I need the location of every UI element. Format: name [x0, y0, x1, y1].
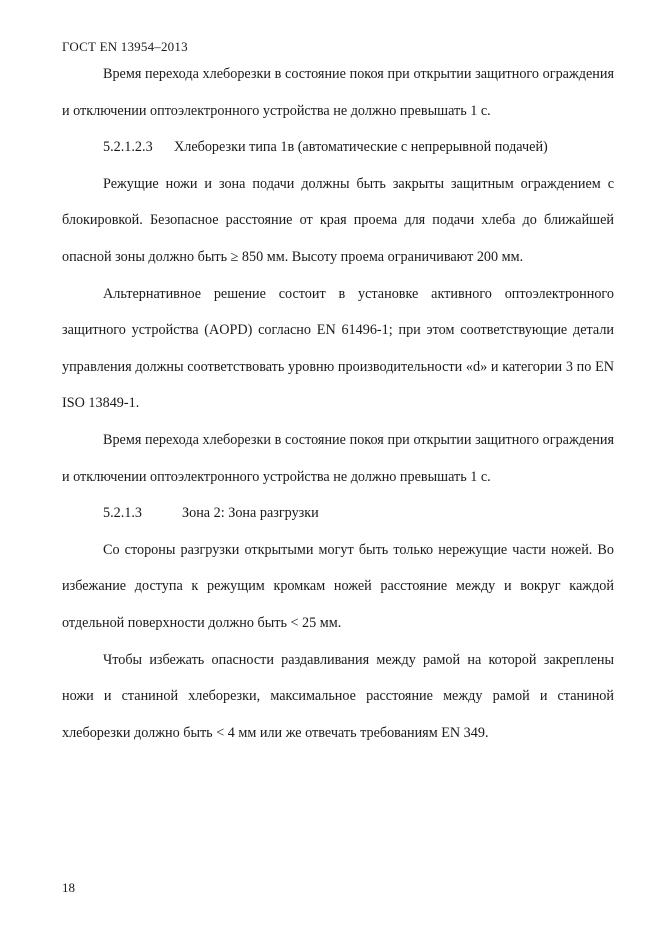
- paragraph-guard-requirements: Режущие ножи и зона подачи должны быть закрыты защитным ограждением с блокировкой. Безопасное расстояние от края проема для подачи хлеба до ближайшей опасной зоны должно быть ≥ 850 мм. Высоту проема ограничивают 200 мм.: [62, 175, 614, 265]
- section-number: 5.2.1.3: [103, 505, 143, 522]
- page-number: 18: [62, 880, 75, 895]
- section-heading-5-2-1-3: [62, 495, 614, 532]
- standard-header: ГОСТ EN 13954–2013: [62, 39, 188, 54]
- section-title: Хлеборезки типа 1в (автоматические с непрерывной подачей): [174, 139, 548, 156]
- paragraph-crushing-hazard: Чтобы избежать опасности раздавливания между рамой на которой закреплены ножи и станиной хлеборезки, максимальное расстояние между рамой и станиной хлеборезки должно быть < 4 мм или же отвечать требованиям EN 349.: [62, 651, 614, 741]
- paragraph-transition-time-2: Время перехода хлеборезки в состояние покоя при открытии защитного ограждения и отключении оптоэлектронного устройства не должно превышать 1 с.: [62, 431, 614, 485]
- page-body: [62, 56, 614, 751]
- paragraph-unloading-side: Со стороны разгрузки открытыми могут быть только нережущие части ножей. Во избежание доступа к режущим кромкам ножей расстояние между и вокруг каждой отдельной поверхности должно быть < 25 мм.: [62, 541, 614, 631]
- paragraph-alternative-solution: Альтернативное решение состоит в установке активного оптоэлектронного защитного устройства (AOPD) согласно EN 61496-1; при этом соответствующие детали управления должны соответствовать уровню производительности «d» и категории 3 по EN ISO 13849-1.: [62, 285, 614, 412]
- section-title: Зона 2: Зона разгрузки: [182, 505, 319, 522]
- section-heading-5-2-1-2-3: [62, 129, 614, 166]
- paragraph-transition-time-1: Время перехода хлеборезки в состояние покоя при открытии защитного ограждения и отключении оптоэлектронного устройства не должно превышать 1 с.: [62, 66, 614, 119]
- section-number: 5.2.1.2.3: [103, 139, 153, 156]
